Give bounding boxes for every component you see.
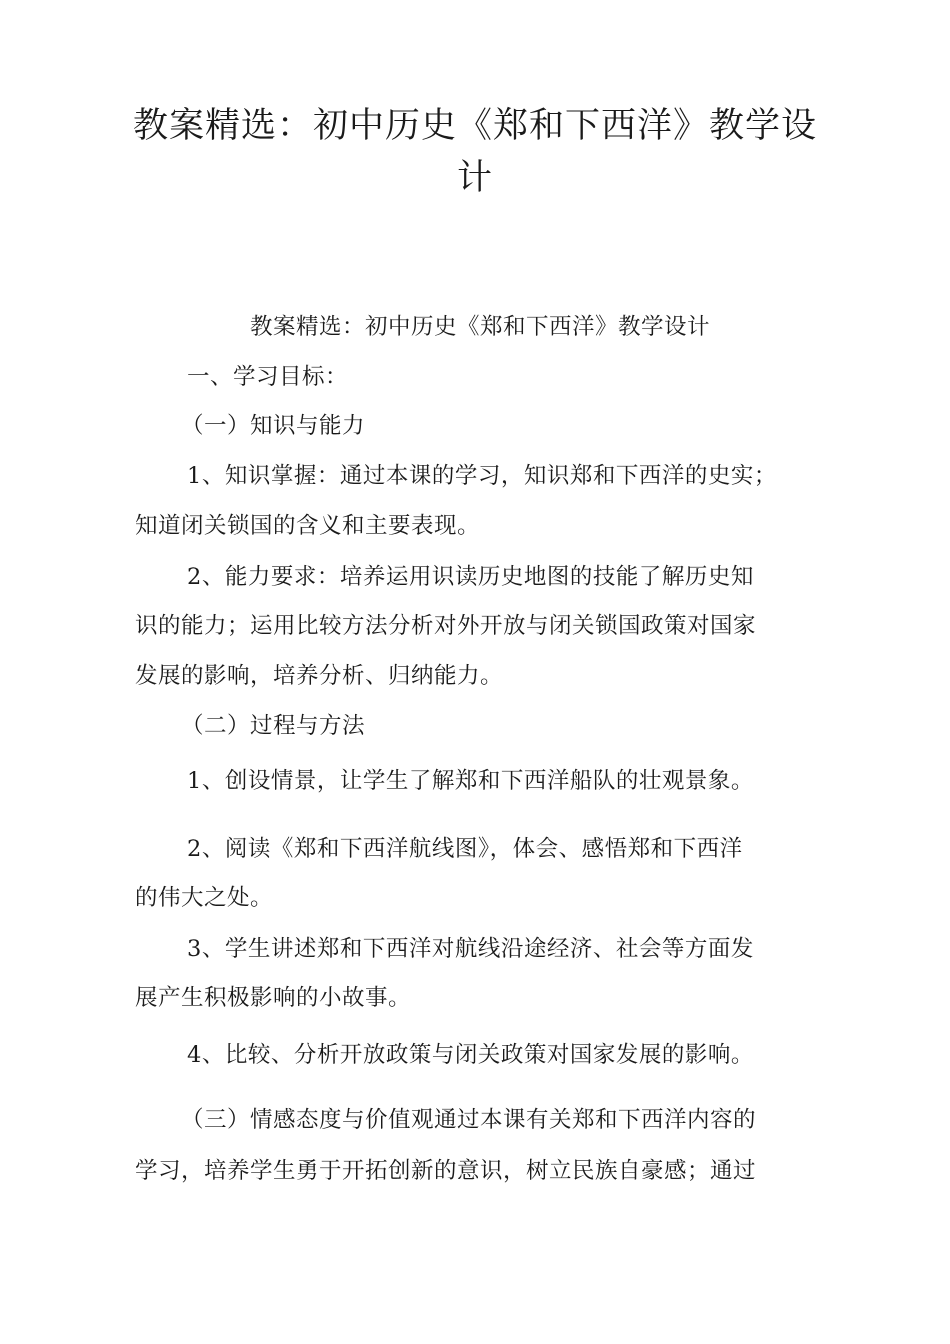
paragraph-line: 学习，培养学生勇于开拓创新的意识，树立民族自豪感；通过: [135, 1158, 757, 1184]
paragraph-line: 2、能力要求：培养运用识读历史地图的技能了解历史知: [187, 564, 754, 590]
paragraph-line: 1、创设情景，让学生了解郑和下西洋船队的壮观景象。: [187, 768, 754, 794]
paragraph-line: （三）情感态度与价值观通过本课有关郑和下西洋内容的: [181, 1107, 757, 1133]
subsection-heading: （二）过程与方法: [181, 713, 366, 739]
paragraph-line: 识的能力；运用比较方法分析对外开放与闭关锁国政策对国家: [135, 613, 757, 639]
subtitle: 教案精选：初中历史《郑和下西洋》教学设计: [249, 314, 710, 340]
title-line-1: 教案精选：初中历史《郑和下西洋》教学设: [132, 106, 817, 146]
section-heading: 一、学习目标：: [187, 364, 349, 390]
paragraph-line: 1、知识掌握：通过本课的学习，知识郑和下西洋的史实；: [187, 463, 777, 489]
document-title: [120, 100, 830, 204]
paragraph-line: 知道闭关锁国的含义和主要表现。: [135, 513, 481, 539]
paragraph-line: 4、比较、分析开放政策与闭关政策对国家发展的影响。: [187, 1042, 754, 1068]
paragraph-line: 展产生积极影响的小故事。: [135, 985, 412, 1011]
subsection-heading: （一）知识与能力: [181, 413, 366, 439]
paragraph-line: 的伟大之处。: [135, 885, 274, 911]
paragraph-line: 2、阅读《郑和下西洋航线图》，体会、感悟郑和下西洋: [187, 836, 743, 862]
paragraph-line: 3、学生讲述郑和下西洋对航线沿途经济、社会等方面发: [187, 936, 754, 962]
paragraph-line: 发展的影响，培养分析、归纳能力。: [135, 663, 504, 689]
title-line-2: 计: [456, 158, 493, 198]
